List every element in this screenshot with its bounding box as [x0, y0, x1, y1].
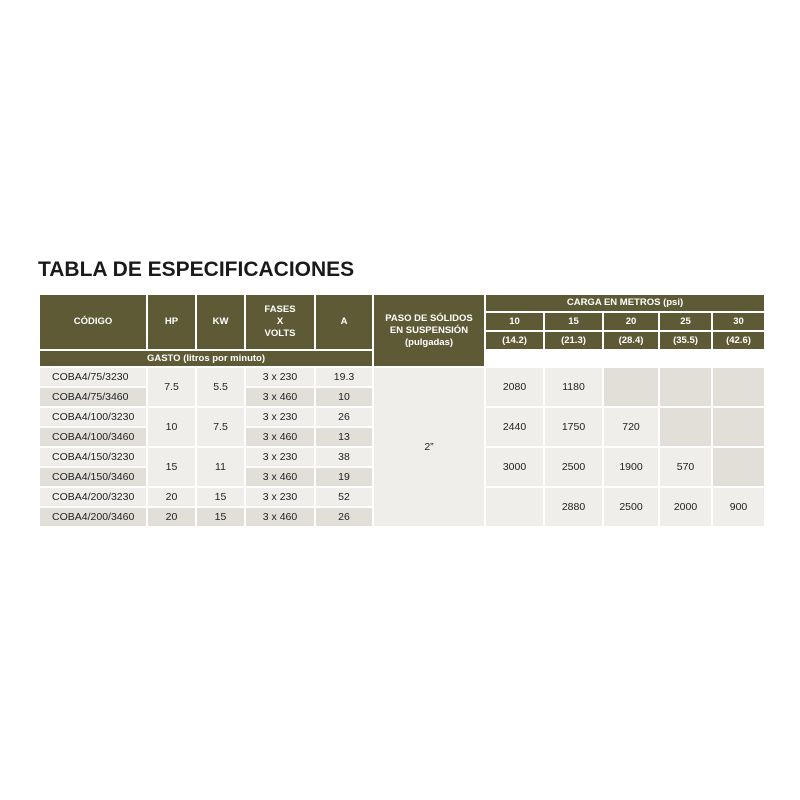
cell-gasto: 1900 [604, 448, 658, 486]
cell-gasto: 570 [660, 448, 711, 486]
cell-codigo: COBA4/100/3230 [40, 408, 146, 426]
cell-gasto-empty [713, 448, 764, 486]
cell-volts: 3 x 460 [246, 468, 314, 486]
specifications-table [38, 293, 766, 528]
cell-gasto-empty [713, 368, 764, 406]
cell-gasto: 2080 [486, 368, 543, 406]
header-amps: A [316, 295, 372, 349]
cell-kw: 11 [197, 448, 244, 486]
header-fases-line1: FASES [264, 304, 296, 315]
cell-kw: 15 [197, 488, 244, 506]
cell-volts: 3 x 460 [246, 428, 314, 446]
cell-gasto-empty [660, 368, 711, 406]
header-carga-metros: CARGA EN METROS (psi) [486, 295, 764, 311]
cell-volts: 3 x 460 [246, 388, 314, 406]
cell-gasto-empty [486, 488, 543, 526]
cell-volts: 3 x 230 [246, 488, 314, 506]
cell-amps: 19 [316, 468, 372, 486]
cell-amps: 13 [316, 428, 372, 446]
cell-codigo: COBA4/150/3230 [40, 448, 146, 466]
page-title: TABLA DE ESPECIFICACIONES [38, 258, 355, 281]
header-metros-30: 30 [713, 313, 764, 330]
cell-amps: 10 [316, 388, 372, 406]
cell-kw: 5.5 [197, 368, 244, 406]
cell-gasto: 2500 [545, 448, 602, 486]
header-psi-42: (42.6) [713, 332, 764, 349]
header-gasto: GASTO (litros por minuto) [40, 351, 372, 366]
cell-kw: 15 [197, 508, 244, 526]
header-psi-21: (21.3) [545, 332, 602, 349]
header-kw: KW [197, 295, 244, 349]
cell-gasto: 2880 [545, 488, 602, 526]
cell-volts: 3 x 460 [246, 508, 314, 526]
cell-kw: 7.5 [197, 408, 244, 446]
header-paso-solidos [374, 295, 484, 366]
cell-amps: 52 [316, 488, 372, 506]
cell-hp: 20 [148, 488, 195, 506]
cell-gasto: 2000 [660, 488, 711, 526]
header-fases-volts [246, 295, 314, 349]
header-fases-line2: X [276, 316, 284, 327]
header-codigo: CÓDIGO [40, 295, 146, 349]
cell-volts: 3 x 230 [246, 408, 314, 426]
header-hp: HP [148, 295, 195, 349]
header-paso-line1: PASO DE SÓLIDOS [385, 312, 473, 324]
header-psi-35: (35.5) [660, 332, 711, 349]
cell-volts: 3 x 230 [246, 368, 314, 386]
cell-hp: 20 [148, 508, 195, 526]
cell-codigo: COBA4/200/3460 [40, 508, 146, 526]
cell-gasto: 3000 [486, 448, 543, 486]
cell-amps: 38 [316, 448, 372, 466]
cell-codigo: COBA4/150/3460 [40, 468, 146, 486]
cell-gasto-empty [604, 368, 658, 406]
cell-codigo: COBA4/75/3460 [40, 388, 146, 406]
cell-gasto: 1750 [545, 408, 602, 446]
header-metros-20: 20 [604, 313, 658, 330]
cell-gasto: 720 [604, 408, 658, 446]
cell-codigo: COBA4/200/3230 [40, 488, 146, 506]
header-psi-28: (28.4) [604, 332, 658, 349]
header-fases-line3: VOLTS [264, 328, 296, 339]
header-paso-line2: EN SUSPENSIÓN [389, 324, 469, 336]
cell-volts: 3 x 230 [246, 448, 314, 466]
header-metros-25: 25 [660, 313, 711, 330]
header-paso-line3: (pulgadas) [404, 336, 454, 348]
cell-hp: 7.5 [148, 368, 195, 406]
cell-gasto: 900 [713, 488, 764, 526]
cell-codigo: COBA4/100/3460 [40, 428, 146, 446]
cell-gasto: 1180 [545, 368, 602, 406]
cell-amps: 26 [316, 508, 372, 526]
cell-gasto-empty [713, 408, 764, 446]
cell-gasto: 2500 [604, 488, 658, 526]
cell-paso-solidos: 2” [374, 368, 484, 526]
header-metros-15: 15 [545, 313, 602, 330]
cell-hp: 10 [148, 408, 195, 446]
cell-amps: 19.3 [316, 368, 372, 386]
cell-amps: 26 [316, 408, 372, 426]
header-psi-14: (14.2) [486, 332, 543, 349]
cell-gasto: 2440 [486, 408, 543, 446]
cell-hp: 15 [148, 448, 195, 486]
cell-codigo: COBA4/75/3230 [40, 368, 146, 386]
cell-gasto-empty [660, 408, 711, 446]
header-metros-10: 10 [486, 313, 543, 330]
